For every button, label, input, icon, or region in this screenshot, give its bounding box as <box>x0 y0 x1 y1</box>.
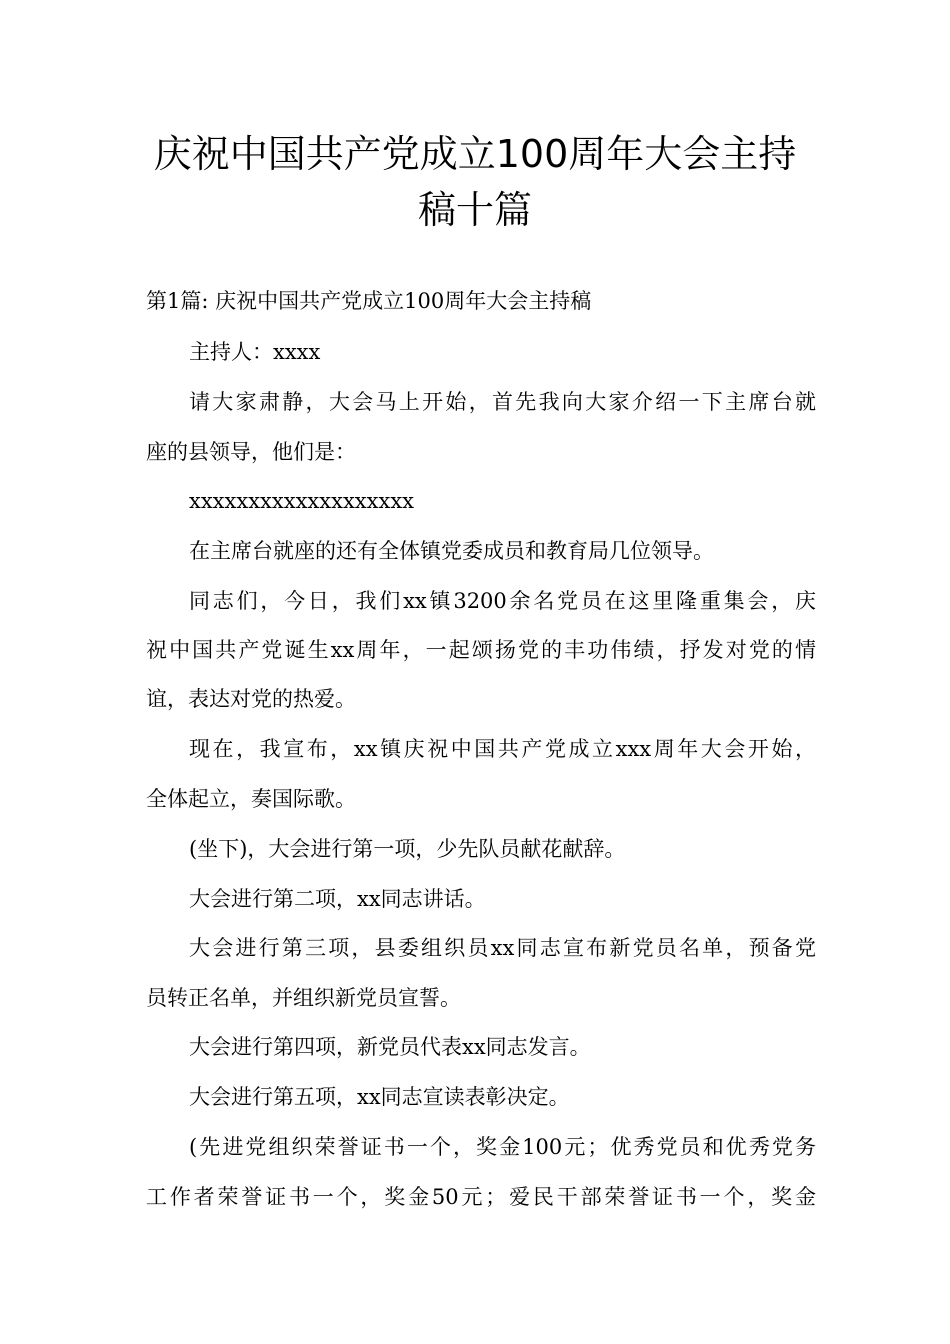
text-line: 大会进行第四项，新党员代表xx同志发言。 <box>189 1035 591 1059</box>
text-line: (先进党组织荣誉证书一个，奖金100元；优秀党员和优秀党务 <box>189 1135 816 1159</box>
text-line: 员转正名单，并组织新党员宣誓。 <box>146 986 461 1010</box>
text-line: 工作者荣誉证书一个，奖金50元；爱民干部荣誉证书一个，奖金 <box>146 1185 816 1209</box>
text-line: 请大家肃静，大会马上开始，首先我向大家介绍一下主席台就 <box>189 390 816 414</box>
text-line: (坐下)，大会进行第一项，少先队员献花献辞。 <box>189 837 626 861</box>
text-line: 祝中国共产党诞生xx周年，一起颂扬党的丰功伟绩，抒发对党的情 <box>146 638 816 662</box>
section-heading: 第1篇: 庆祝中国共产党成立100周年大会主持稿 <box>146 289 592 313</box>
text-line: 全体起立，奏国际歌。 <box>146 787 356 811</box>
document-title <box>100 126 850 238</box>
text-line: 大会进行第五项，xx同志宣读表彰决定。 <box>189 1085 570 1109</box>
title-line-1: 庆祝中国共产党成立100周年大会主持 <box>153 132 797 176</box>
text-line: 大会进行第三项，县委组织员xx同志宣布新党员名单，预备党 <box>189 936 816 960</box>
text-line: 主持人：xxxx <box>189 340 321 364</box>
text-line: 同志们，今日，我们xx镇3200余名党员在这里隆重集会，庆 <box>189 589 816 613</box>
text-line: 座的县领导，他们是： <box>146 440 356 464</box>
text-line: 谊，表达对党的热爱。 <box>146 687 356 711</box>
text-line: 在主席台就座的还有全体镇党委成员和教育局几位领导。 <box>189 539 714 563</box>
text-line: 大会进行第二项，xx同志讲话。 <box>189 887 486 911</box>
text-line: 现在，我宣布，xx镇庆祝中国共产党成立xxx周年大会开始， <box>189 737 816 761</box>
text-line: xxxxxxxxxxxxxxxxxxx <box>189 489 415 513</box>
title-line-2: 稿十篇 <box>417 188 532 232</box>
